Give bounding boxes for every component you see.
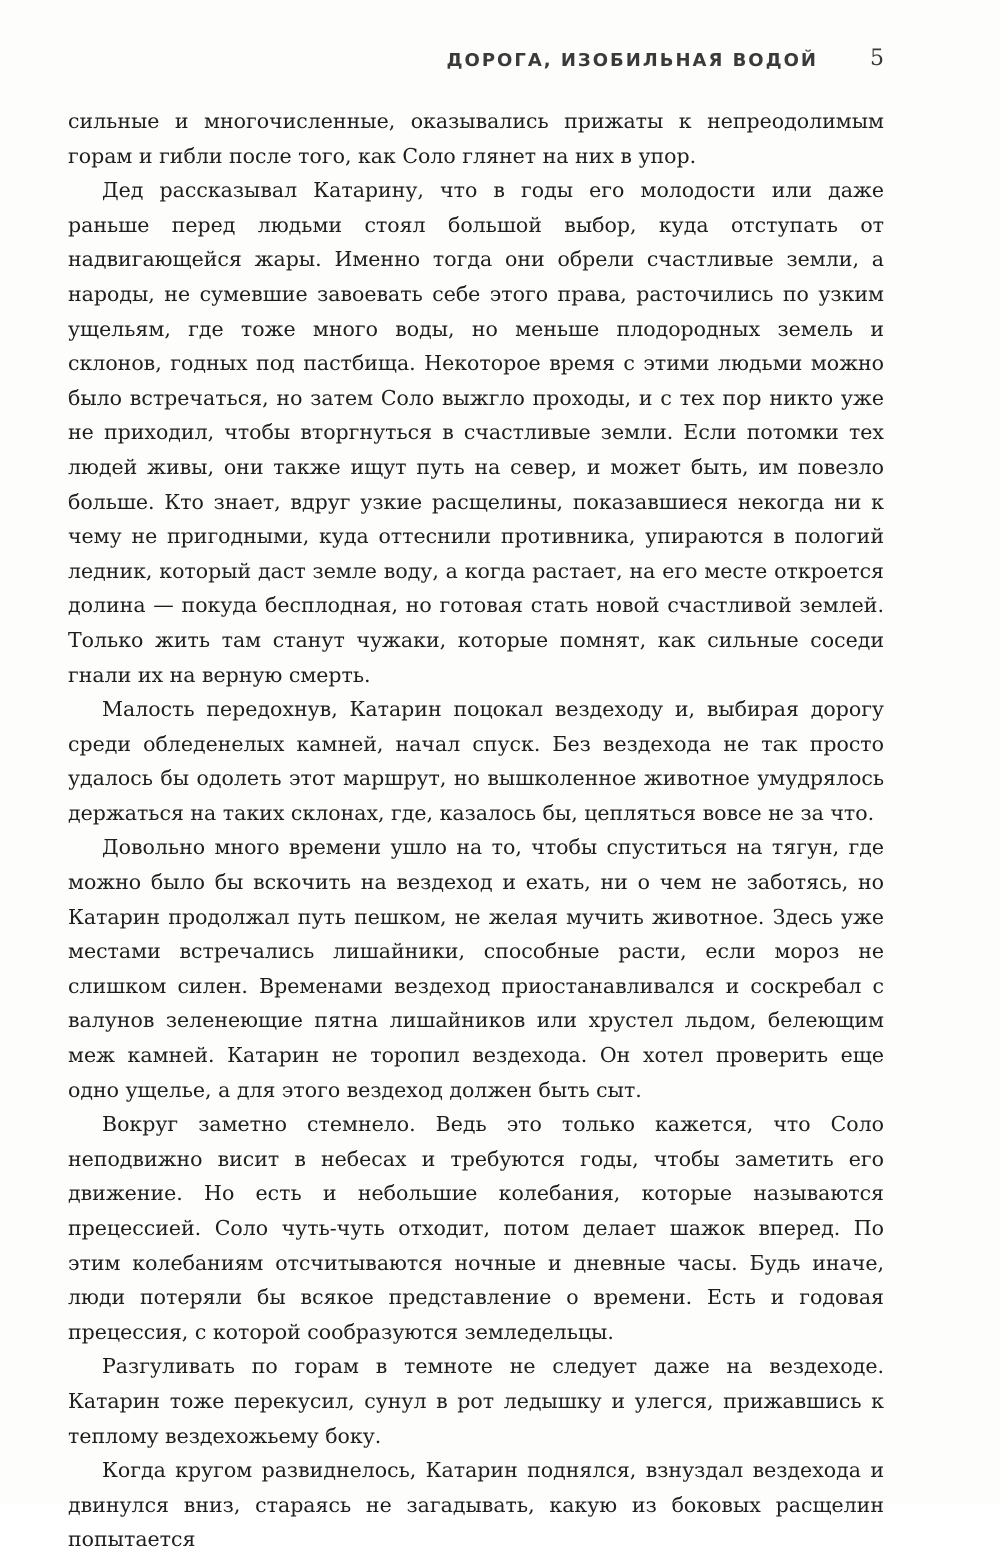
paragraph: сильные и многочисленные, оказывались прижаты к непреодолимым горам и гибли после того, как Соло глянет на них в упор. bbox=[68, 109, 884, 168]
paragraph: Разгуливать по горам в темноте не следует даже на вездеходе. Катарин тоже перекусил, сунул в рот ледышку и улегся, прижавшись к теплому вездехожьему боку. bbox=[68, 1354, 884, 1448]
paragraph: Довольно много времени ушло на то, чтобы спуститься на тягун, где можно было бы вскочить на вездеход и ехать, ни о чем не заботясь, но Катарин продолжал путь пешком, не желая мучить животное. Здесь уже местами встречались лишайники, способные расти, если мороз не слишком силен. Временами вездеход приостанавливался и соскребал с валунов зеленеющие пятна лишайников или хрустел льдом, белеющим меж камней. Катарин не торопил вездехода. Он хотел проверить еще одно ущелье, а для этого вездеход должен быть сыт. bbox=[68, 835, 884, 1102]
running-title: ДОРОГА, ИЗОБИЛЬНАЯ ВОДОЙ bbox=[446, 50, 818, 71]
paragraph: Когда кругом развиднелось, Катарин поднялся, взнуздал вездехода и двинулся вниз, стараясь не загадывать, какую из боковых расщелин попытается bbox=[68, 1458, 884, 1552]
paragraph: Вокруг заметно стемнело. Ведь это только кажется, что Соло неподвижно висит в небесах и требуются годы, чтобы заметить его движение. Но есть и небольшие колебания, которые называются прецессией. Соло чуть-чуть отходит, потом делает шажок вперед. По этим колебаниям отсчитываются ночные и дневные часы. Будь иначе, люди потеряли бы всякое представление о времени. Есть и годовая прецессия, с которой сообразуются земледельцы. bbox=[68, 1112, 884, 1344]
paragraph: Малость передохнув, Катарин поцокал вездеходу и, выбирая дорогу среди обледенелых камней, начал спуск. Без вездехода не так просто удалось бы одолеть этот маршрут, но вышколенное животное умудрялось держаться на таких склонах, где, казалось бы, цепляться вовсе не за что. bbox=[68, 697, 884, 825]
paragraph: Дед рассказывал Катарину, что в годы его молодости или даже раньше перед людьми стоял большой выбор, куда отступать от надвигающейся жары. Именно тогда они обрели счастливые земли, а народы, не сумевшие завоевать себе этого права, расточились по узким ущельям, где тоже много воды, но меньше плодородных земель и склонов, годных под пастбища. Некоторое время с этими людьми можно было встречаться, но затем Соло выжгло проходы, и с тех пор никто уже не приходил, чтобы вторгнуться в счастливые земли. Если потомки тех людей живы, они также ищут путь на север, и может быть, им повезло больше. Кто знает, вдруг узкие расщелины, показавшиеся некогда ни к чему не пригодными, куда оттеснили противника, упираются в пологий ледник, который даст земле воду, а когда растает, на его месте откроется долина — покуда бесплодная, но готовая стать новой счастливой землей. Только жить там станут чужаки, которые помнят, как сильные соседи гнали их на верную смерть. bbox=[68, 178, 884, 687]
body-text bbox=[68, 104, 884, 1557]
page-number: 5 bbox=[870, 46, 884, 71]
running-header bbox=[68, 46, 884, 76]
